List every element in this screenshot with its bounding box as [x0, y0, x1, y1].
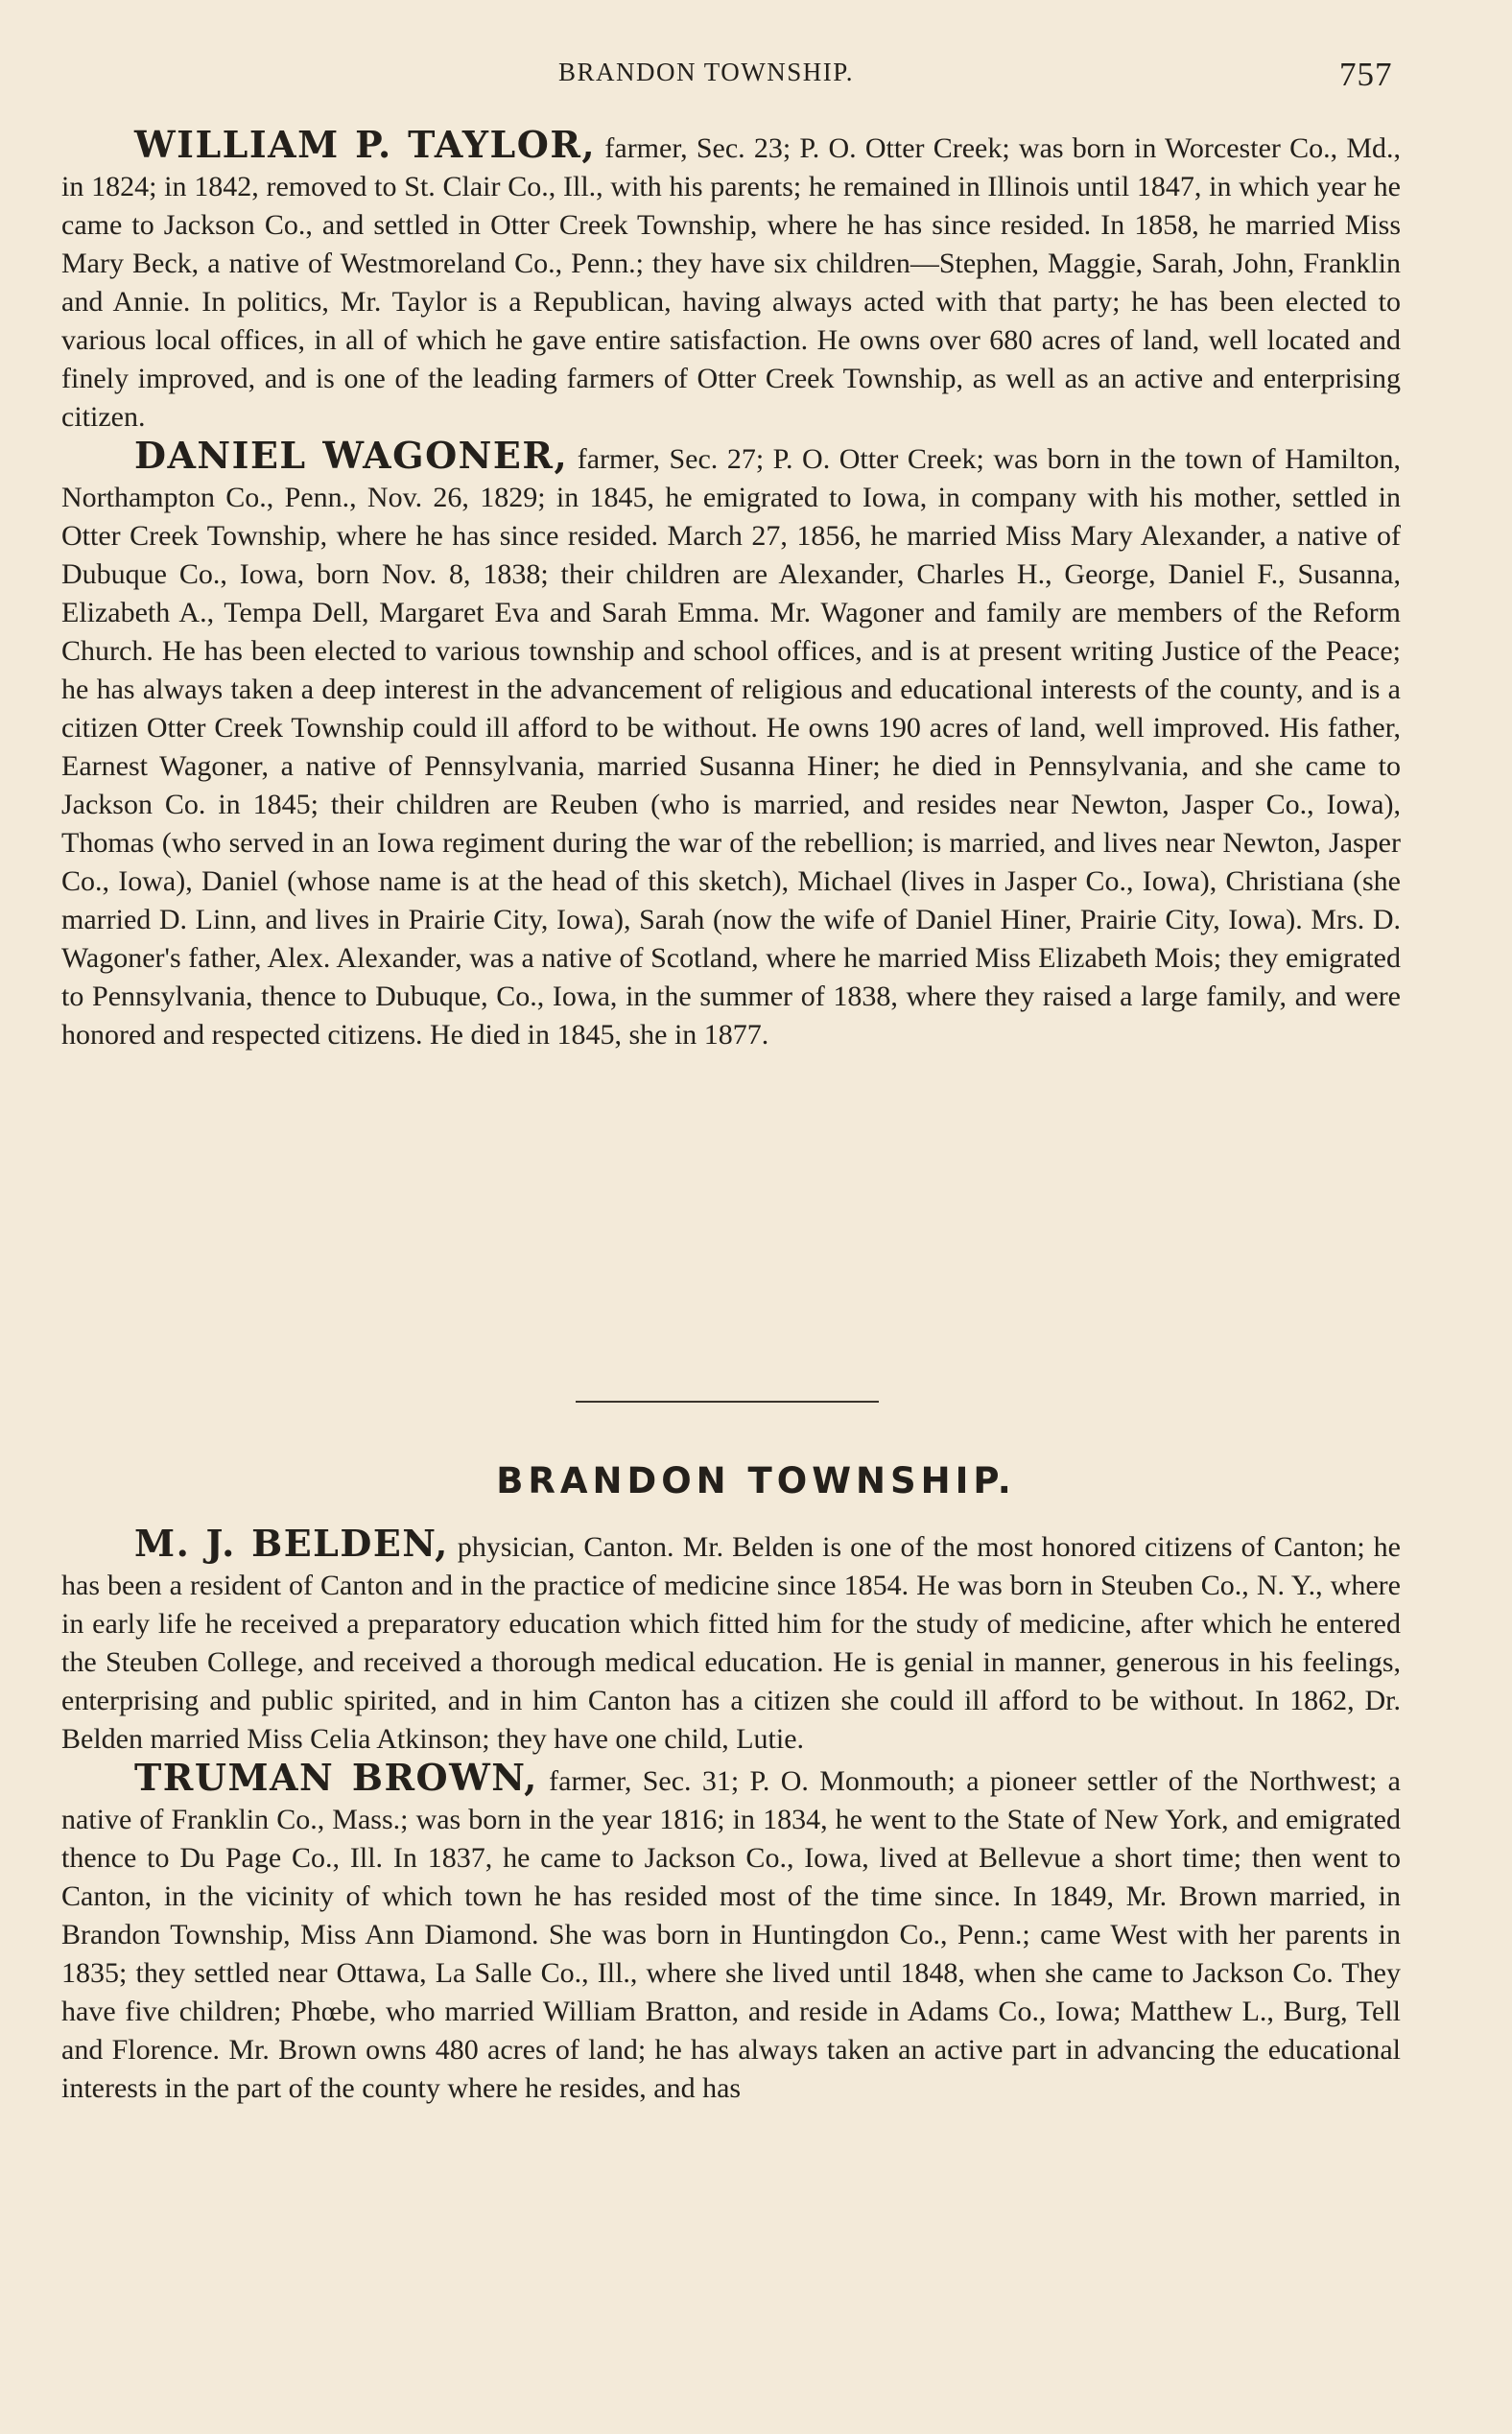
section-entries [61, 1524, 1401, 2108]
section-divider [576, 1401, 879, 1403]
entry-name: TRUMAN BROWN, [134, 1756, 538, 1799]
biography-entry-wagoner [61, 434, 1401, 1054]
previous-section-entries [61, 123, 1401, 1054]
biography-entry-taylor [61, 123, 1401, 437]
section-heading: BRANDON TOWNSHIP. [496, 1460, 1016, 1501]
entry-name: WILLIAM P. TAYLOR, [134, 123, 597, 166]
entry-name: M. J. BELDEN, [134, 1522, 449, 1565]
biography-entry-brown [61, 1756, 1401, 2108]
page-number: 757 [1339, 56, 1393, 93]
entry-body: physician, Canton. Mr. Belden is one of the most honored citizens of Canton; he has been a resident of Canton and in the practice of medicine since 1854. He was born in Steuben Co., N. Y., where in early life he received a preparatory education which fitted him for the study of medicine, after which he entered the Steuben College, and received a thorough medical education. He is genial in manner, generous in his feelings, enterprising and public spirited, and in him Canton has a citizen she could ill afford to be without. In 1862, Dr. Belden married Miss Celia Atkinson; they have one child, Lutie. [61, 1531, 1401, 1755]
entry-body: farmer, Sec. 31; P. O. Monmouth; a pioneer settler of the Northwest; a native of Franklin Co., Mass.; was born in the year 1816; in 1834, he went to the State of New York, and emigrated thence to Du Page Co., Ill. In 1837, he came to Jackson Co., Iowa, lived at Bellevue a short time; then went to Canton, in the vicinity of which town he has resided most of the time since. In 1849, Mr. Brown married, in Brandon Township, Miss Ann Diamond. She was born in Huntingdon Co., Penn.; came West with her parents in 1835; they settled near Ottawa, La Salle Co., Ill., where she lived until 1848, when she came to Jackson Co. They have five children; Phœbe, who married William Bratton, and reside in Adams Co., Iowa; Matthew L., Burg, Tell and Florence. Mr. Brown owns 480 acres of land; he has always taken an active part in advancing the educational interests in the part of the county where he resides, and has [61, 1765, 1401, 2104]
entry-body: farmer, Sec. 27; P. O. Otter Creek; was born in the town of Hamilton, Northampton Co., Penn., Nov. 26, 1829; in 1845, he emigrated to Iowa, in company with his mother, settled in Otter Creek Township, where he has since resided. March 27, 1856, he married Miss Mary Alexander, a native of Dubuque Co., Iowa, born Nov. 8, 1838; their children are Alexander, Charles H., George, Daniel F., Susanna, Elizabeth A., Tempa Dell, Margaret Eva and Sarah Emma. Mr. Wagoner and family are members of the Reform Church. He has been elected to various township and school offices, and is at present writing Justice of the Peace; he has always taken a deep interest in the advancement of religious and educational interests of the county, and is a citizen Otter Creek Township could ill afford to be without. He owns 190 acres of land, well improved. His father, Earnest Wagoner, a native of Pennsylvania, married Susanna Hiner; he died in Pennsylvania, and she came to Jackson Co. in 1845; their children are Reuben (who is married, and resides near Newton, Jasper Co., Iowa), Thomas (who served in an Iowa regiment during the war of the rebellion; is married, and lives near Newton, Jasper Co., Iowa), Daniel (whose name is at the head of this sketch), Michael (lives in Jasper Co., Iowa), Christiana (she married D. Linn, and lives in Prairie City, Iowa), Sarah (now the wife of Daniel Hiner, Prairie City, Iowa). Mrs. D. Wagoner's father, Alex. Alexander, was a native of Scotland, where he married Miss Elizabeth Mois; they emigrated to Pennsylvania, thence to Dubuque, Co., Iowa, in the summer of 1838, where they raised a large family, and were honored and respected citizens. He died in 1845, she in 1877. [61, 443, 1401, 1051]
entry-name: DANIEL WAGONER, [134, 434, 569, 477]
running-head [0, 56, 1512, 98]
biography-entry-belden [61, 1524, 1401, 1759]
entry-body: farmer, Sec. 23; P. O. Otter Creek; was born in Worcester Co., Md., in 1824; in 1842, removed to St. Clair Co., Ill., with his parents; he remained in Illinois until 1847, in which year he came to Jackson Co., and settled in Otter Creek Township, where he has since resided. In 1858, he married Miss Mary Beck, a native of Westmoreland Co., Penn.; they have six children—Stephen, Maggie, Sarah, John, Franklin and Annie. In politics, Mr. Taylor is a Republican, having always acted with that party; he has been elected to various local offices, in all of which he gave entire satisfaction. He owns over 680 acres of land, well located and finely improved, and is one of the leading farmers of Otter Creek Township, as well as an active and enterprising citizen. [61, 132, 1401, 433]
running-head-title: BRANDON TOWNSHIP. [558, 58, 855, 86]
